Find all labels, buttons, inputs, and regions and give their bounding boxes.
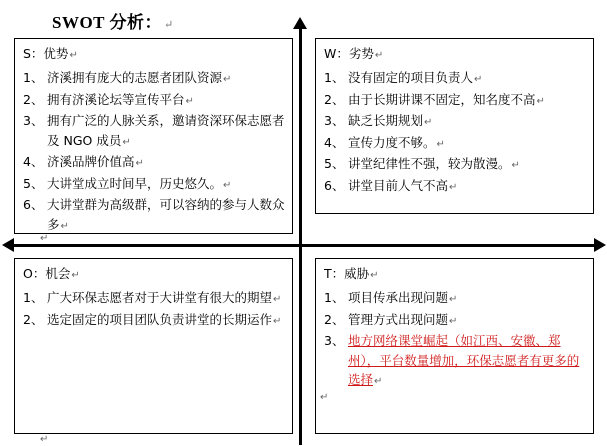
weaknesses-box	[315, 38, 594, 214]
list-item	[23, 174, 288, 196]
paragraph-mark: ↵	[223, 74, 232, 85]
strengths-box	[14, 38, 293, 234]
item-text: 没有固定的项目负责人	[348, 70, 474, 85]
paragraph-mark: ↵	[449, 181, 458, 193]
arrow-right-icon	[594, 238, 606, 252]
list-item	[324, 68, 589, 90]
item-number: 3、	[23, 113, 44, 128]
threats-heading-text: T：威胁	[324, 266, 370, 281]
paragraph-mark: ↵	[223, 179, 232, 191]
item-text: 宣传力度不够。	[348, 134, 436, 150]
highlighted-item-text: 地方网络课堂崛起（如江西、安徽、郑州），平台数量增加，环保志愿者有更多的选择	[348, 333, 580, 387]
item-text: 大讲堂群为高级群，可以容纳的参与人数众多	[47, 197, 285, 232]
paragraph-mark: ↵	[374, 376, 383, 387]
paragraph-mark: ↵	[536, 95, 545, 107]
page-title	[52, 8, 174, 33]
threats-heading	[324, 265, 589, 285]
paragraph-mark: ↵	[69, 50, 78, 61]
item-number: 3、	[324, 113, 345, 128]
paragraph-mark: ↵	[273, 315, 282, 327]
paragraph-mark: ↵	[370, 270, 379, 281]
opportunities-heading-text: O：机会	[23, 266, 71, 281]
list-item	[324, 133, 589, 155]
list-item	[324, 154, 589, 176]
list-item	[324, 288, 589, 310]
weaknesses-list	[324, 68, 589, 197]
title-text: SWOT 分析：	[52, 13, 162, 32]
item-number: 2、	[23, 311, 44, 327]
list-item	[23, 310, 288, 332]
opportunities-heading	[23, 265, 288, 285]
paragraph-mark: ↵	[449, 294, 458, 305]
arrow-left-icon	[2, 238, 14, 252]
item-number: 2、	[324, 311, 345, 327]
threats-list	[324, 288, 589, 392]
item-text: 缺乏长期规划	[348, 113, 424, 128]
paragraph-mark: ↵	[449, 315, 458, 327]
item-number: 6、	[23, 197, 44, 212]
paragraph-mark: ↵	[40, 434, 49, 445]
item-number: 1、	[23, 70, 44, 85]
item-text: 项目传承出现问题	[348, 290, 449, 305]
item-number: 1、	[23, 290, 44, 305]
arrow-up-icon	[293, 17, 307, 29]
threats-box	[315, 258, 594, 434]
item-text: 济溪拥有庞大的志愿者团队资源	[47, 70, 223, 85]
item-number: 3、	[324, 333, 345, 348]
opportunities-box	[14, 258, 293, 434]
item-text: 拥有广泛的人脉关系，邀请资深环保志愿者及 NGO 成员	[47, 113, 285, 148]
paragraph-mark: ↵	[273, 294, 282, 305]
paragraph-mark: ↵	[424, 117, 433, 128]
item-text: 管理方式出现问题	[348, 311, 449, 327]
list-item	[23, 111, 288, 152]
list-item	[23, 68, 288, 90]
paragraph-mark: ↵	[163, 19, 174, 31]
paragraph-mark: ↵	[71, 270, 80, 281]
vertical-axis	[299, 27, 302, 445]
paragraph-mark: ↵	[135, 158, 144, 169]
paragraph-mark: ↵	[40, 233, 49, 244]
strengths-heading-text: S：优势	[23, 46, 69, 61]
list-item	[23, 195, 288, 236]
list-item	[324, 310, 589, 332]
paragraph-mark: ↵	[320, 392, 329, 403]
list-item	[23, 90, 288, 112]
list-item	[23, 152, 288, 174]
item-number: 4、	[324, 134, 345, 150]
item-text: 由于长期讲课不固定，知名度不高	[348, 91, 536, 107]
weaknesses-heading-text: W：劣势	[324, 46, 374, 61]
horizontal-axis	[12, 244, 597, 247]
item-number: 1、	[324, 290, 345, 305]
item-number: 6、	[324, 177, 345, 193]
item-number: 5、	[23, 175, 44, 191]
paragraph-mark: ↵	[511, 160, 520, 171]
item-text: 济溪品牌价值高	[47, 154, 135, 169]
paragraph-mark: ↵	[474, 74, 483, 85]
item-text: 拥有济溪论坛等宣传平台	[47, 91, 185, 107]
paragraph-mark: ↵	[122, 136, 131, 148]
item-number: 2、	[23, 91, 44, 107]
strengths-heading	[23, 45, 288, 65]
item-number: 5、	[324, 156, 345, 171]
item-text: 选定固定的项目团队负责讲堂的长期运作	[47, 311, 273, 327]
weaknesses-heading	[324, 45, 589, 65]
item-text: 广大环保志愿者对于大讲堂有很大的期望	[47, 290, 273, 305]
list-item	[324, 176, 589, 198]
item-text: 讲堂目前人气不高	[348, 177, 449, 193]
paragraph-mark: ↵	[185, 95, 194, 107]
item-number: 2、	[324, 91, 345, 107]
list-item	[324, 331, 589, 392]
item-text: 讲堂纪律性不强，较为散漫。	[348, 156, 511, 171]
strengths-list	[23, 68, 288, 236]
list-item	[324, 90, 589, 112]
paragraph-mark: ↵	[374, 50, 384, 61]
item-text: 大讲堂成立时间早，历史悠久。	[47, 175, 223, 191]
opportunities-list	[23, 288, 288, 331]
paragraph-mark: ↵	[436, 138, 445, 150]
paragraph-mark: ↵	[60, 220, 69, 232]
item-number: 4、	[23, 154, 44, 169]
item-number: 1、	[324, 70, 345, 85]
list-item	[324, 111, 589, 133]
list-item	[23, 288, 288, 310]
